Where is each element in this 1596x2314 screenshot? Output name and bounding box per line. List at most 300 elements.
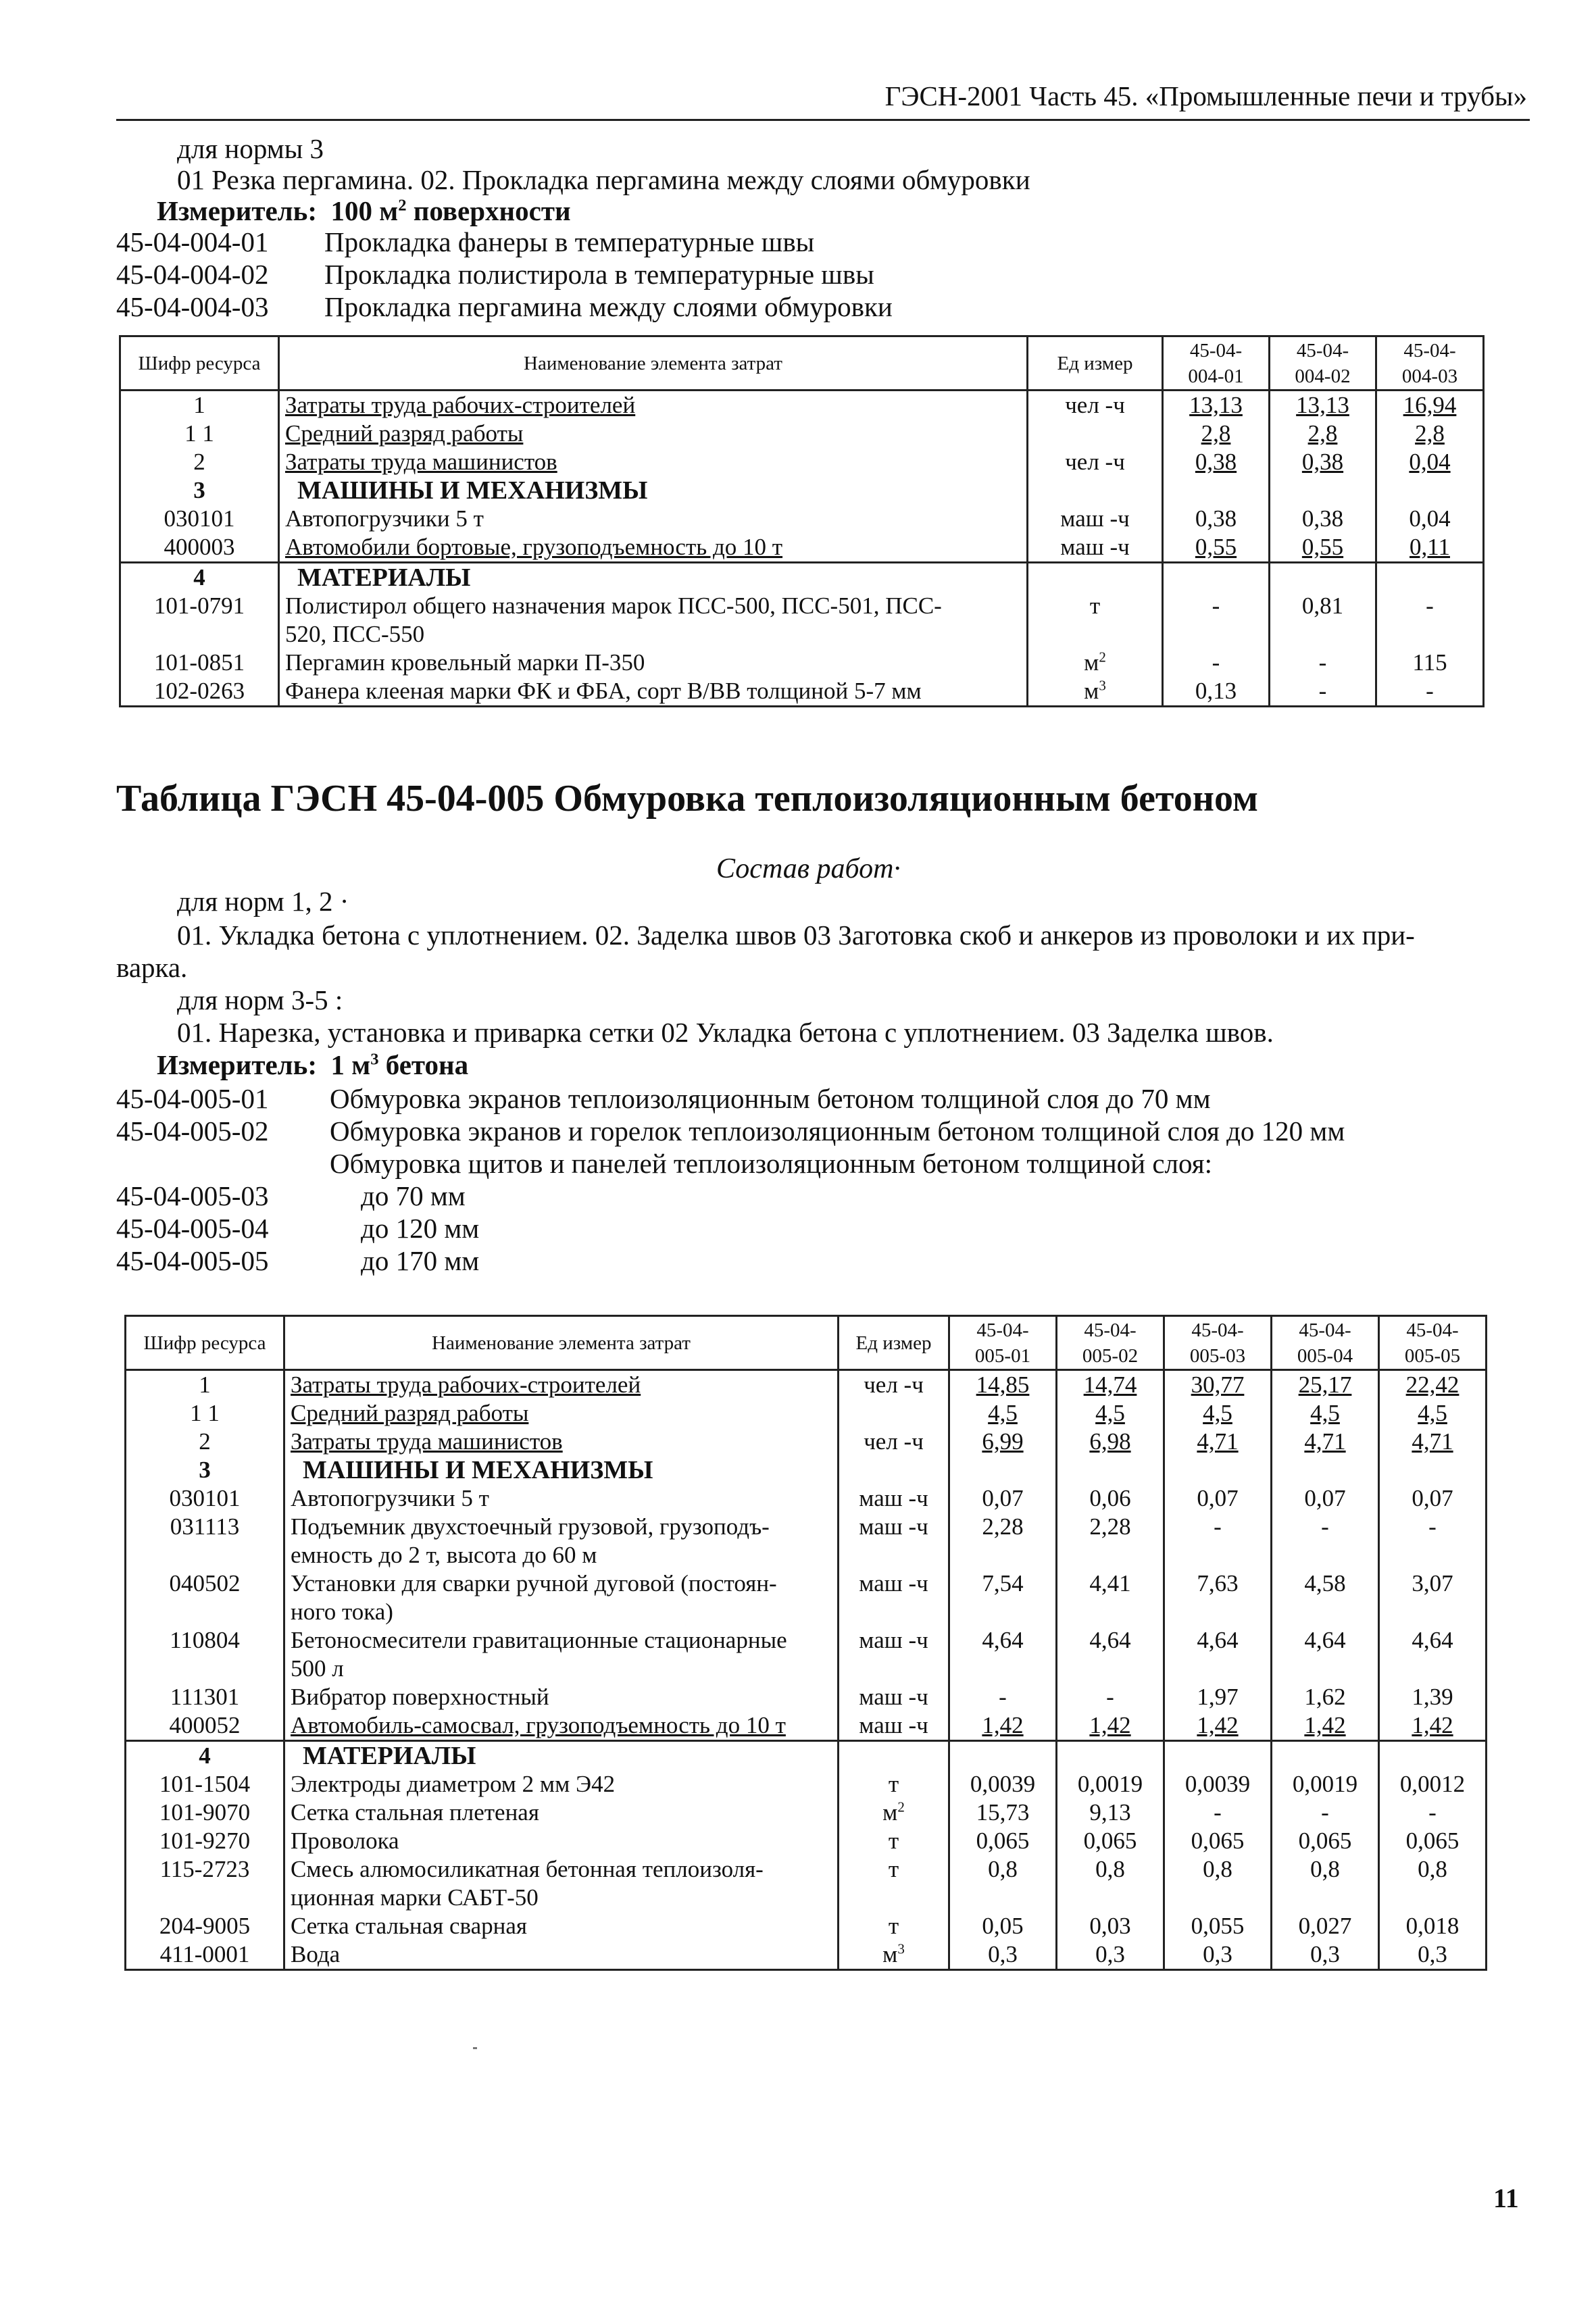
- resource-value: 0,38: [1270, 505, 1376, 533]
- resource-unit: [1028, 649, 1163, 677]
- resource-value: 0,05: [949, 1912, 1057, 1940]
- section-title: МАТЕРИАЛЫ: [279, 563, 1028, 593]
- resource-value: -: [1379, 1513, 1487, 1541]
- resource-value: 3,07: [1379, 1569, 1487, 1598]
- resource-value: [1164, 1598, 1272, 1626]
- resource-value: [949, 1598, 1057, 1626]
- resource-code: 030101: [120, 505, 279, 533]
- resource-code: 110804: [126, 1626, 284, 1655]
- resource-value: 4,58: [1272, 1569, 1379, 1598]
- resource-value: [1163, 620, 1270, 649]
- table-row: [120, 420, 1484, 448]
- meter-label: Измеритель:: [157, 195, 318, 226]
- page-number: 11: [1493, 2183, 1519, 2213]
- resource-value: 0,0019: [1057, 1770, 1164, 1799]
- resource-value: 0,065: [949, 1827, 1057, 1855]
- unit-sup: 2: [1099, 649, 1106, 665]
- resource-unit: т: [839, 1770, 949, 1799]
- resource-value: [949, 1655, 1057, 1683]
- table-row: [120, 649, 1484, 677]
- resource-value: 1,42: [1164, 1711, 1272, 1741]
- resource-code: 040502: [126, 1569, 284, 1598]
- meter-value: 1 м: [330, 1049, 371, 1080]
- resource-unit: [1028, 620, 1163, 649]
- resource-name: ционная марки САБТ-50: [284, 1884, 839, 1912]
- resource-unit: чел -ч: [1028, 448, 1163, 476]
- resource-unit: чел -ч: [839, 1370, 949, 1400]
- resource-unit: маш -ч: [839, 1711, 949, 1741]
- col-header-bottom: 005-03: [1189, 1344, 1246, 1367]
- resource-value: 7,63: [1164, 1569, 1272, 1598]
- col-header-name: Наименование элемента затрат: [284, 1316, 839, 1370]
- resource-value: 4,64: [1057, 1626, 1164, 1655]
- table-row: [120, 592, 1484, 620]
- resource-value: [949, 1884, 1057, 1912]
- work-line: варка.: [116, 952, 188, 983]
- resource-code: 2: [126, 1428, 284, 1456]
- resource-name: Электроды диаметром 2 мм Э42: [284, 1770, 839, 1799]
- table-title: Таблица ГЭСН 45-04-005 Обмуровка теплоизоляционным бетоном: [116, 778, 1259, 820]
- norm-code: 45-04-005-05: [116, 1245, 269, 1276]
- norm-code: 45-04-005-02: [116, 1115, 269, 1147]
- resource-code: 1: [126, 1370, 284, 1400]
- resource-value: 0,55: [1270, 533, 1376, 563]
- resource-value: [1379, 1884, 1487, 1912]
- resource-code: 115-2723: [126, 1855, 284, 1884]
- resource-code: 101-0791: [120, 592, 279, 620]
- norm-text: Прокладка пергамина между слоями обмуровки: [324, 291, 893, 322]
- resource-unit: маш -ч: [1028, 505, 1163, 533]
- table-row-continuation: [126, 1598, 1487, 1626]
- resource-value: 0,04: [1376, 448, 1484, 476]
- resource-unit: [839, 1940, 949, 1970]
- resource-value: 14,85: [949, 1370, 1057, 1400]
- resource-value: 1,97: [1164, 1683, 1272, 1711]
- resource-unit: чел -ч: [1028, 391, 1163, 420]
- meter-line: [157, 195, 571, 227]
- resource-value: 1,42: [1057, 1711, 1164, 1741]
- resource-code: 101-0851: [120, 649, 279, 677]
- work-line: 01 Резка пергамина. 02. Прокладка пергамина между слоями обмуровки: [177, 164, 1030, 195]
- resource-value: 0,8: [1057, 1855, 1164, 1884]
- resource-value: 0,8: [1272, 1855, 1379, 1884]
- col-header-top: 45-04-: [976, 1319, 1029, 1341]
- resource-unit: [839, 1399, 949, 1428]
- unit-text: м: [1084, 649, 1099, 676]
- resource-unit: [839, 1598, 949, 1626]
- resource-value: [1164, 1655, 1272, 1683]
- col-header-norm: [1163, 336, 1270, 391]
- resource-value: [1164, 1541, 1272, 1569]
- resource-code: [126, 1541, 284, 1569]
- col-header-top: 45-04-: [1189, 339, 1243, 361]
- resource-name: Проволока: [284, 1827, 839, 1855]
- work-composition-heading: Состав работ·: [716, 853, 901, 884]
- norm-text: до 170 мм: [361, 1245, 480, 1276]
- col-header-unit: Ед измер: [1028, 336, 1163, 391]
- resource-value: 1,62: [1272, 1683, 1379, 1711]
- resource-value: 0,55: [1163, 533, 1270, 563]
- resource-name: Затраты труда машинистов: [284, 1428, 839, 1456]
- resource-value: 0,065: [1057, 1827, 1164, 1855]
- resource-unit: т: [839, 1912, 949, 1940]
- resource-name: Сетка стальная плетеная: [284, 1799, 839, 1827]
- col-header-bottom: 005-04: [1297, 1344, 1353, 1367]
- table-row: [126, 1912, 1487, 1940]
- resource-code: 2: [120, 448, 279, 476]
- resource-unit: маш -ч: [839, 1513, 949, 1541]
- resource-value: 0,065: [1272, 1827, 1379, 1855]
- resource-value: 0,027: [1272, 1912, 1379, 1940]
- resource-value: 25,17: [1272, 1370, 1379, 1400]
- table-row: [126, 1799, 1487, 1827]
- col-header-norm: [1164, 1316, 1272, 1370]
- resource-value: -: [1164, 1513, 1272, 1541]
- resource-value: 4,71: [1272, 1428, 1379, 1456]
- resource-value: 6,98: [1057, 1428, 1164, 1456]
- resource-value: 0,06: [1057, 1484, 1164, 1513]
- section-title: МАШИНЫ И МЕХАНИЗМЫ: [284, 1456, 839, 1484]
- resource-value: 0,065: [1379, 1827, 1487, 1855]
- norm-code: 45-04-004-01: [116, 226, 269, 257]
- resource-value: [1272, 1541, 1379, 1569]
- norm-text: Обмуровка экранов и горелок теплоизоляционным бетоном толщиной слоя до 120 мм: [330, 1115, 1345, 1147]
- table-row: [126, 1855, 1487, 1884]
- table-row: [126, 1827, 1487, 1855]
- resource-unit: чел -ч: [839, 1428, 949, 1456]
- resource-value: 2,28: [949, 1513, 1057, 1541]
- resource-value: 0,04: [1376, 505, 1484, 533]
- resource-name: Фанера клееная марки ФК и ФБА, сорт В/ВВ толщиной 5-7 мм: [279, 677, 1028, 707]
- resource-code: [126, 1884, 284, 1912]
- resource-value: 0,0012: [1379, 1770, 1487, 1799]
- resource-value: 4,5: [1164, 1399, 1272, 1428]
- resource-value: 4,5: [949, 1399, 1057, 1428]
- table-header-row: [126, 1316, 1487, 1370]
- resource-unit: [1028, 677, 1163, 707]
- col-header-code: Шифр ресурса: [120, 336, 279, 391]
- resource-value: 6,99: [949, 1428, 1057, 1456]
- resource-value: 0,11: [1376, 533, 1484, 563]
- norm-code: 45-04-005-04: [116, 1213, 269, 1244]
- resource-value: 0,81: [1270, 592, 1376, 620]
- resource-value: -: [1379, 1799, 1487, 1827]
- resource-name: ного тока): [284, 1598, 839, 1626]
- resource-value: 0,0019: [1272, 1770, 1379, 1799]
- resource-unit: маш -ч: [839, 1569, 949, 1598]
- meter-line: [157, 1049, 468, 1081]
- col-header-norm: [1379, 1316, 1487, 1370]
- resource-name: Средний разряд работы: [284, 1399, 839, 1428]
- resource-code: 101-1504: [126, 1770, 284, 1799]
- resource-value: [1272, 1598, 1379, 1626]
- resource-name: Вода: [284, 1940, 839, 1970]
- resource-value: 0,8: [1164, 1855, 1272, 1884]
- resource-unit: [1028, 420, 1163, 448]
- resource-value: 4,64: [1272, 1626, 1379, 1655]
- resource-value: 0,3: [1379, 1940, 1487, 1970]
- resource-name: емность до 2 т, высота до 60 м: [284, 1541, 839, 1569]
- resource-value: 0,8: [949, 1855, 1057, 1884]
- resource-unit: [839, 1799, 949, 1827]
- resource-value: 0,3: [1164, 1940, 1272, 1970]
- section-row: [120, 476, 1484, 505]
- resource-value: 4,41: [1057, 1569, 1164, 1598]
- resource-name: Сетка стальная сварная: [284, 1912, 839, 1940]
- meter-value: 100 м: [330, 195, 399, 226]
- resource-value: 0,07: [1379, 1484, 1487, 1513]
- resource-value: 30,77: [1164, 1370, 1272, 1400]
- resource-value: 0,3: [949, 1940, 1057, 1970]
- resource-unit: [839, 1655, 949, 1683]
- norm-text: Обмуровка щитов и панелей теплоизоляционным бетоном толщиной слоя:: [330, 1148, 1212, 1179]
- table-row: [120, 448, 1484, 476]
- resource-value: [1057, 1655, 1164, 1683]
- resource-value: 13,13: [1163, 391, 1270, 420]
- col-header-norm: [1057, 1316, 1164, 1370]
- resource-name: Автомобили бортовые, грузоподъемность до 10 т: [279, 533, 1028, 563]
- resource-value: 13,13: [1270, 391, 1376, 420]
- col-header-bottom: 005-05: [1404, 1344, 1461, 1367]
- section-row: [120, 563, 1484, 593]
- resource-code: 101-9270: [126, 1827, 284, 1855]
- resource-value: -: [1163, 592, 1270, 620]
- resource-value: 0,018: [1379, 1912, 1487, 1940]
- col-header-code: Шифр ресурса: [126, 1316, 284, 1370]
- norm-text: до 120 мм: [361, 1213, 480, 1244]
- resource-unit: т: [839, 1827, 949, 1855]
- resource-value: -: [949, 1683, 1057, 1711]
- resource-value: -: [1057, 1683, 1164, 1711]
- scan-speck: [473, 2047, 477, 2049]
- resource-unit: [839, 1884, 949, 1912]
- resource-value: [1379, 1541, 1487, 1569]
- unit-text: м: [882, 1941, 898, 1967]
- resource-value: [1057, 1598, 1164, 1626]
- resource-unit: [839, 1541, 949, 1569]
- resource-value: 0,07: [1164, 1484, 1272, 1513]
- resource-name: Затраты труда рабочих-строителей: [284, 1370, 839, 1400]
- resource-unit: маш -ч: [839, 1484, 949, 1513]
- resource-table-005: [124, 1315, 1487, 1971]
- col-header-norm: [1376, 336, 1484, 391]
- resource-code: 400052: [126, 1711, 284, 1741]
- section-code: 4: [126, 1741, 284, 1771]
- resource-code: 1 1: [126, 1399, 284, 1428]
- resource-unit: маш -ч: [839, 1626, 949, 1655]
- resource-code: [126, 1598, 284, 1626]
- norm-code: 45-04-004-02: [116, 259, 269, 290]
- resource-value: 0,0039: [1164, 1770, 1272, 1799]
- table-row-continuation: [126, 1655, 1487, 1683]
- resource-value: 9,13: [1057, 1799, 1164, 1827]
- unit-sup: 2: [897, 1799, 905, 1815]
- resource-value: 1,42: [1272, 1711, 1379, 1741]
- resource-name: 500 л: [284, 1655, 839, 1683]
- col-header-top: 45-04-: [1084, 1319, 1137, 1341]
- resource-name: Установки для сварки ручной дуговой (постоян-: [284, 1569, 839, 1598]
- resource-value: 2,8: [1163, 420, 1270, 448]
- resource-name: Затраты труда машинистов: [279, 448, 1028, 476]
- resource-value: -: [1270, 677, 1376, 707]
- col-header-unit: Ед измер: [839, 1316, 949, 1370]
- resource-value: 14,74: [1057, 1370, 1164, 1400]
- resource-value: 0,07: [1272, 1484, 1379, 1513]
- col-header-norm: [1272, 1316, 1379, 1370]
- table-row: [120, 677, 1484, 707]
- resource-value: -: [1270, 649, 1376, 677]
- header-rule: [116, 119, 1530, 121]
- col-header-bottom: 004-03: [1401, 365, 1458, 387]
- resource-code: 1 1: [120, 420, 279, 448]
- resource-value: [1272, 1884, 1379, 1912]
- table-row: [120, 533, 1484, 563]
- resource-value: -: [1376, 677, 1484, 707]
- norm-text: Прокладка фанеры в температурные швы: [324, 226, 815, 257]
- resource-value: [1057, 1541, 1164, 1569]
- norm-text: Прокладка полистирола в температурные швы: [324, 259, 874, 290]
- resource-name: Подъемник двухстоечный грузовой, грузоподъ-: [284, 1513, 839, 1541]
- col-header-bottom: 004-01: [1188, 365, 1244, 387]
- resource-value: 0,38: [1270, 448, 1376, 476]
- applies-line: для норм 1, 2 ·: [177, 886, 349, 917]
- meter-tail: бетона: [378, 1049, 469, 1080]
- resource-unit: т: [839, 1855, 949, 1884]
- section-code: 3: [120, 476, 279, 505]
- resource-name: Затраты труда рабочих-строителей: [279, 391, 1028, 420]
- resource-value: 1,42: [949, 1711, 1057, 1741]
- work-line: 01. Нарезка, установка и приварка сетки 02 Укладка бетона с уплотнением. 03 Заделка швов.: [177, 1017, 1274, 1048]
- resource-value: [1270, 620, 1376, 649]
- resource-value: 0,0039: [949, 1770, 1057, 1799]
- unit-sup: 3: [897, 1940, 905, 1957]
- resource-value: 4,5: [1057, 1399, 1164, 1428]
- col-header-norm: [949, 1316, 1057, 1370]
- resource-code: 030101: [126, 1484, 284, 1513]
- resource-value: 0,8: [1379, 1855, 1487, 1884]
- resource-value: 4,64: [949, 1626, 1057, 1655]
- resource-code: 102-0263: [120, 677, 279, 707]
- resource-value: 0,07: [949, 1484, 1057, 1513]
- norm-code: 45-04-005-01: [116, 1083, 269, 1114]
- col-header-bottom: 004-02: [1295, 365, 1351, 387]
- col-header-top: 45-04-: [1299, 1319, 1351, 1341]
- resource-code: 411-0001: [126, 1940, 284, 1970]
- table-row: [126, 1683, 1487, 1711]
- meter-sup: 3: [370, 1050, 379, 1069]
- table-row: [126, 1626, 1487, 1655]
- resource-name: Автомобиль-самосвал, грузоподъемность до 10 т: [284, 1711, 839, 1741]
- section-row: [126, 1456, 1487, 1484]
- unit-text: м: [882, 1799, 898, 1826]
- unit-sup: 3: [1099, 677, 1106, 694]
- resource-value: -: [1272, 1513, 1379, 1541]
- table-row: [126, 1569, 1487, 1598]
- resource-value: 0,3: [1272, 1940, 1379, 1970]
- col-header-top: 45-04-: [1296, 339, 1349, 361]
- resource-value: 0,38: [1163, 448, 1270, 476]
- table-row-continuation: [126, 1541, 1487, 1569]
- section-code: 4: [120, 563, 279, 593]
- table-row: [126, 1513, 1487, 1541]
- col-header-name: Наименование элемента затрат: [279, 336, 1028, 391]
- resource-value: 4,64: [1379, 1626, 1487, 1655]
- col-header-bottom: 005-01: [974, 1344, 1031, 1367]
- resource-value: 0,065: [1164, 1827, 1272, 1855]
- resource-value: [1379, 1598, 1487, 1626]
- resource-value: 7,54: [949, 1569, 1057, 1598]
- meter-sup: 2: [398, 196, 407, 215]
- resource-value: -: [1376, 592, 1484, 620]
- table-header-row: [120, 336, 1484, 391]
- table-row: [126, 1370, 1487, 1400]
- resource-value: [949, 1541, 1057, 1569]
- table-row: [126, 1484, 1487, 1513]
- col-header-bottom: 005-02: [1082, 1344, 1139, 1367]
- resource-value: 16,94: [1376, 391, 1484, 420]
- resource-value: 2,28: [1057, 1513, 1164, 1541]
- table-row: [120, 391, 1484, 420]
- resource-name: Автопогрузчики 5 т: [279, 505, 1028, 533]
- resource-name: Полистирол общего назначения марок ПСС-500, ПСС-501, ПСС-: [279, 592, 1028, 620]
- resource-code: 204-9005: [126, 1912, 284, 1940]
- resource-value: [1164, 1884, 1272, 1912]
- resource-value: 115: [1376, 649, 1484, 677]
- resource-code: [126, 1655, 284, 1683]
- resource-code: 111301: [126, 1683, 284, 1711]
- resource-value: 4,5: [1272, 1399, 1379, 1428]
- col-header-norm: [1270, 336, 1376, 391]
- table-row: [126, 1770, 1487, 1799]
- resource-value: -: [1163, 649, 1270, 677]
- table-row-continuation: [126, 1884, 1487, 1912]
- resource-value: 0,13: [1163, 677, 1270, 707]
- work-line: 01. Укладка бетона с уплотнением. 02. Заделка швов 03 Заготовка скоб и анкеров из проволоки и их при-: [177, 920, 1415, 951]
- norm-text: Обмуровка экранов теплоизоляционным бетоном толщиной слоя до 70 мм: [330, 1083, 1211, 1114]
- resource-code: 1: [120, 391, 279, 420]
- table-row: [120, 505, 1484, 533]
- col-header-top: 45-04-: [1406, 1319, 1459, 1341]
- resource-value: 15,73: [949, 1799, 1057, 1827]
- resource-unit: т: [1028, 592, 1163, 620]
- resource-value: 4,64: [1164, 1626, 1272, 1655]
- resource-table-004: [119, 335, 1485, 707]
- norm-code: 45-04-005-03: [116, 1180, 269, 1211]
- resource-value: 4,71: [1164, 1428, 1272, 1456]
- section-title: МАТЕРИАЛЫ: [284, 1741, 839, 1771]
- resource-value: [1272, 1655, 1379, 1683]
- resource-code: [120, 620, 279, 649]
- resource-value: -: [1164, 1799, 1272, 1827]
- resource-value: [1057, 1884, 1164, 1912]
- resource-value: 22,42: [1379, 1370, 1487, 1400]
- resource-value: [1376, 620, 1484, 649]
- resource-value: 4,5: [1379, 1399, 1487, 1428]
- applies-line: для нормы 3: [177, 133, 324, 164]
- table-row-continuation: [120, 620, 1484, 649]
- resource-name: Вибратор поверхностный: [284, 1683, 839, 1711]
- resource-value: 0,055: [1164, 1912, 1272, 1940]
- resource-value: 1,42: [1379, 1711, 1487, 1741]
- resource-value: [1379, 1655, 1487, 1683]
- section-title: МАШИНЫ И МЕХАНИЗМЫ: [279, 476, 1028, 505]
- table-row: [126, 1940, 1487, 1970]
- resource-unit: маш -ч: [839, 1683, 949, 1711]
- running-header: ГЭСН-2001 Часть 45. «Промышленные печи и трубы»: [884, 80, 1527, 111]
- resource-value: 0,3: [1057, 1940, 1164, 1970]
- unit-text: м: [1084, 678, 1099, 704]
- section-row: [126, 1741, 1487, 1771]
